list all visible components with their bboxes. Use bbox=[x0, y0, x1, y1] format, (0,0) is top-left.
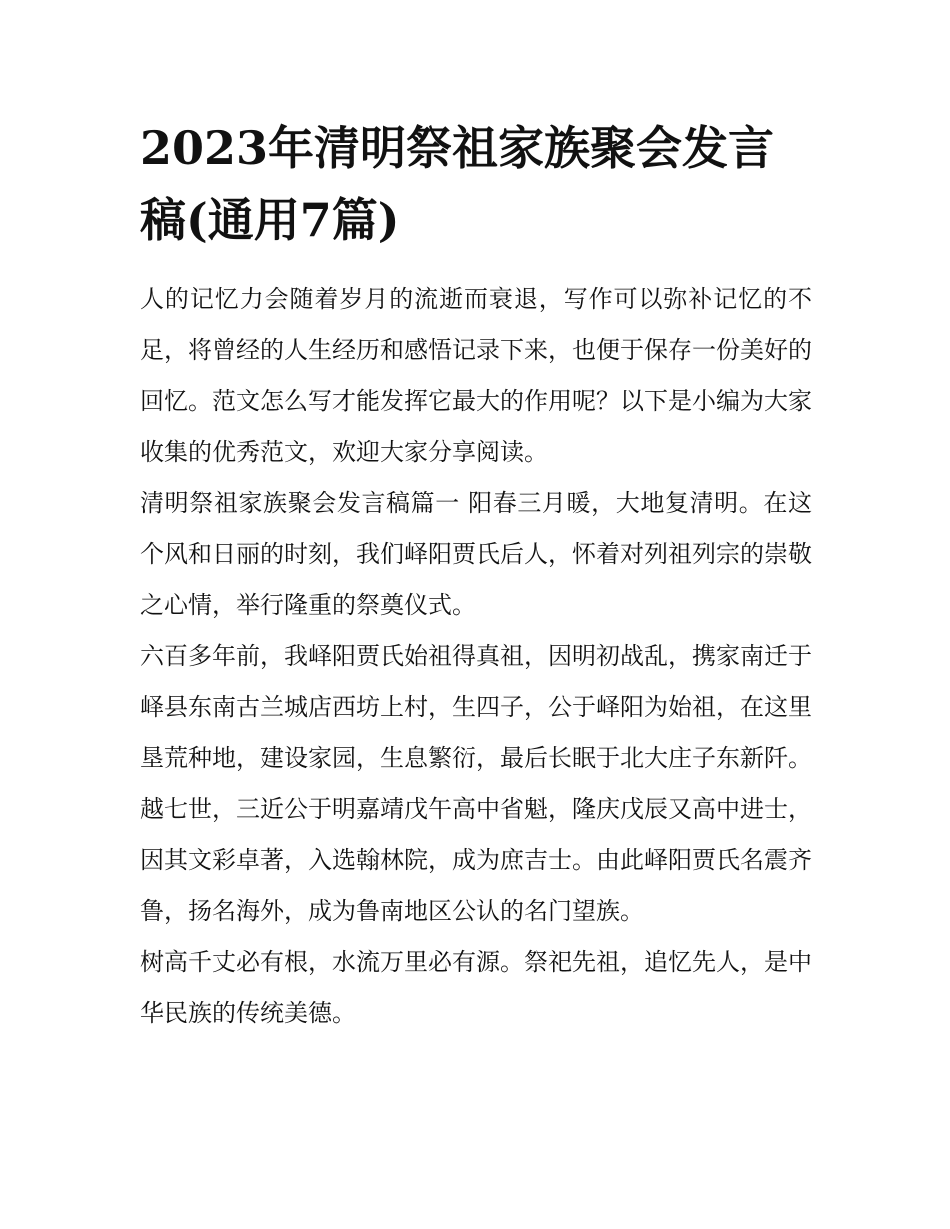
paragraph-4: 树高千丈必有根，水流万里必有源。祭祀先祖，追忆先人，是中华民族的传统美德。 bbox=[140, 948, 812, 1027]
document-body bbox=[140, 274, 812, 1039]
document-title: 2023年清明祭祖家族聚会发言稿(通用7篇) bbox=[140, 121, 775, 247]
paragraph-2: 六百多年前，我峄阳贾氏始祖得真祖，因明初战乱，携家南迁于峄县东南古兰城店西坊上村，生四子，公于峄阳为始祖，在这里垦荒种地，建设家园，生息繁衍，最后长眠于北大庄子东新阡。 bbox=[140, 642, 812, 772]
paragraph-3: 越七世，三近公于明嘉靖戊午高中省魁，隆庆戊辰又高中进士，因其文彩卓著，入选翰林院，成为庶吉士。由此峄阳贾氏名震齐鲁，扬名海外，成为鲁南地区公认的名门望族。 bbox=[140, 795, 812, 925]
paragraph-1: 清明祭祖家族聚会发言稿篇一 阳春三月暖，大地复清明。在这个风和日丽的时刻，我们峄阳贾氏后人，怀着对列祖列宗的崇敬之心情，举行隆重的祭奠仪式。 bbox=[140, 489, 812, 619]
document-page bbox=[140, 112, 812, 1039]
paragraph-intro: 人的记忆力会随着岁月的流逝而衰退，写作可以弥补记忆的不足，将曾经的人生经历和感悟记录下来，也便于保存一份美好的回忆。范文怎么写才能发挥它最大的作用呢？以下是小编为大家收集的优秀范文，欢迎大家分享阅读。 bbox=[140, 285, 812, 466]
